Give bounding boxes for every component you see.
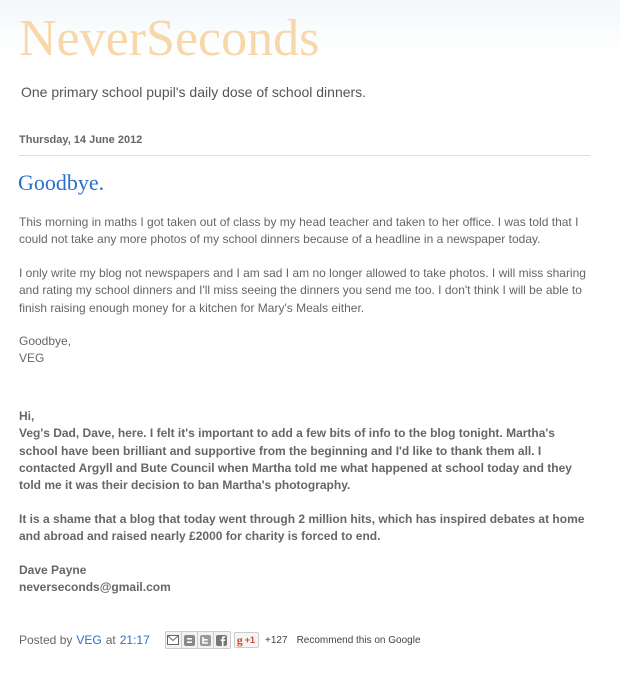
post-date: Thursday, 14 June 2012 (19, 134, 590, 156)
dad-paragraph: Veg's Dad, Dave, here. I felt it's important to add a few bits of info to the blog tonight. Martha's school have been brilliant and supportive from the beginning and I'd like to thank them all. I contacted Argyll and Bute Council when Martha told me what happened at school today and they told me it was their decision to ban Martha's photography. (19, 426, 572, 493)
post-footer (19, 630, 421, 650)
facebook-icon[interactable] (214, 632, 230, 648)
twitter-icon[interactable] (198, 632, 214, 648)
post-signature: VEG (19, 351, 45, 366)
posted-by-label: Posted by (19, 633, 73, 647)
blog-description: One primary school pupil's daily dose of school dinners. (21, 84, 367, 100)
google-plus-one-button[interactable] (234, 632, 259, 648)
author-link[interactable]: VEG (76, 633, 102, 647)
post-time-link[interactable]: 21:17 (119, 633, 150, 647)
dad-signature-email: neverseconds@gmail.com (19, 580, 171, 595)
post-signoff: Goodbye, (19, 334, 72, 349)
post-paragraph: This morning in maths I got taken out of class by my head teacher and taken to her office. I was told that I could not take any more photos of my school dinners because of a headline in a newspaper today. (19, 215, 579, 247)
at-label: at (105, 633, 116, 647)
google-plus-icon: g (236, 633, 243, 647)
spacer (19, 384, 594, 408)
email-icon[interactable] (166, 632, 182, 648)
post-paragraph: I only write my blog not newspapers and I am sad I am no longer allowed to take photos. I will miss sharing and rating my school dinners and I'll miss seeing the dinners you send me too. I don't think I will be able to finish raising enough money for a kitchen for Mary's Meals either. (19, 265, 586, 315)
share-buttons (165, 631, 231, 649)
dad-greeting: Hi, (19, 408, 35, 423)
dad-signature-name: Dave Payne (19, 562, 87, 577)
post-title[interactable]: Goodbye. (18, 170, 105, 195)
blog-title[interactable]: NeverSeconds (19, 10, 320, 67)
plusone-count: +127 (265, 634, 288, 646)
dad-paragraph: It is a shame that a blog that today went through 2 million hits, which has inspired debates at home and abroad and raised nearly £2000 for charity is forced to end. (19, 511, 585, 544)
post-body (19, 214, 594, 613)
recommend-text: Recommend this on Google (296, 634, 421, 646)
plusone-label: +1 (244, 635, 256, 645)
blogger-icon[interactable] (182, 632, 198, 648)
